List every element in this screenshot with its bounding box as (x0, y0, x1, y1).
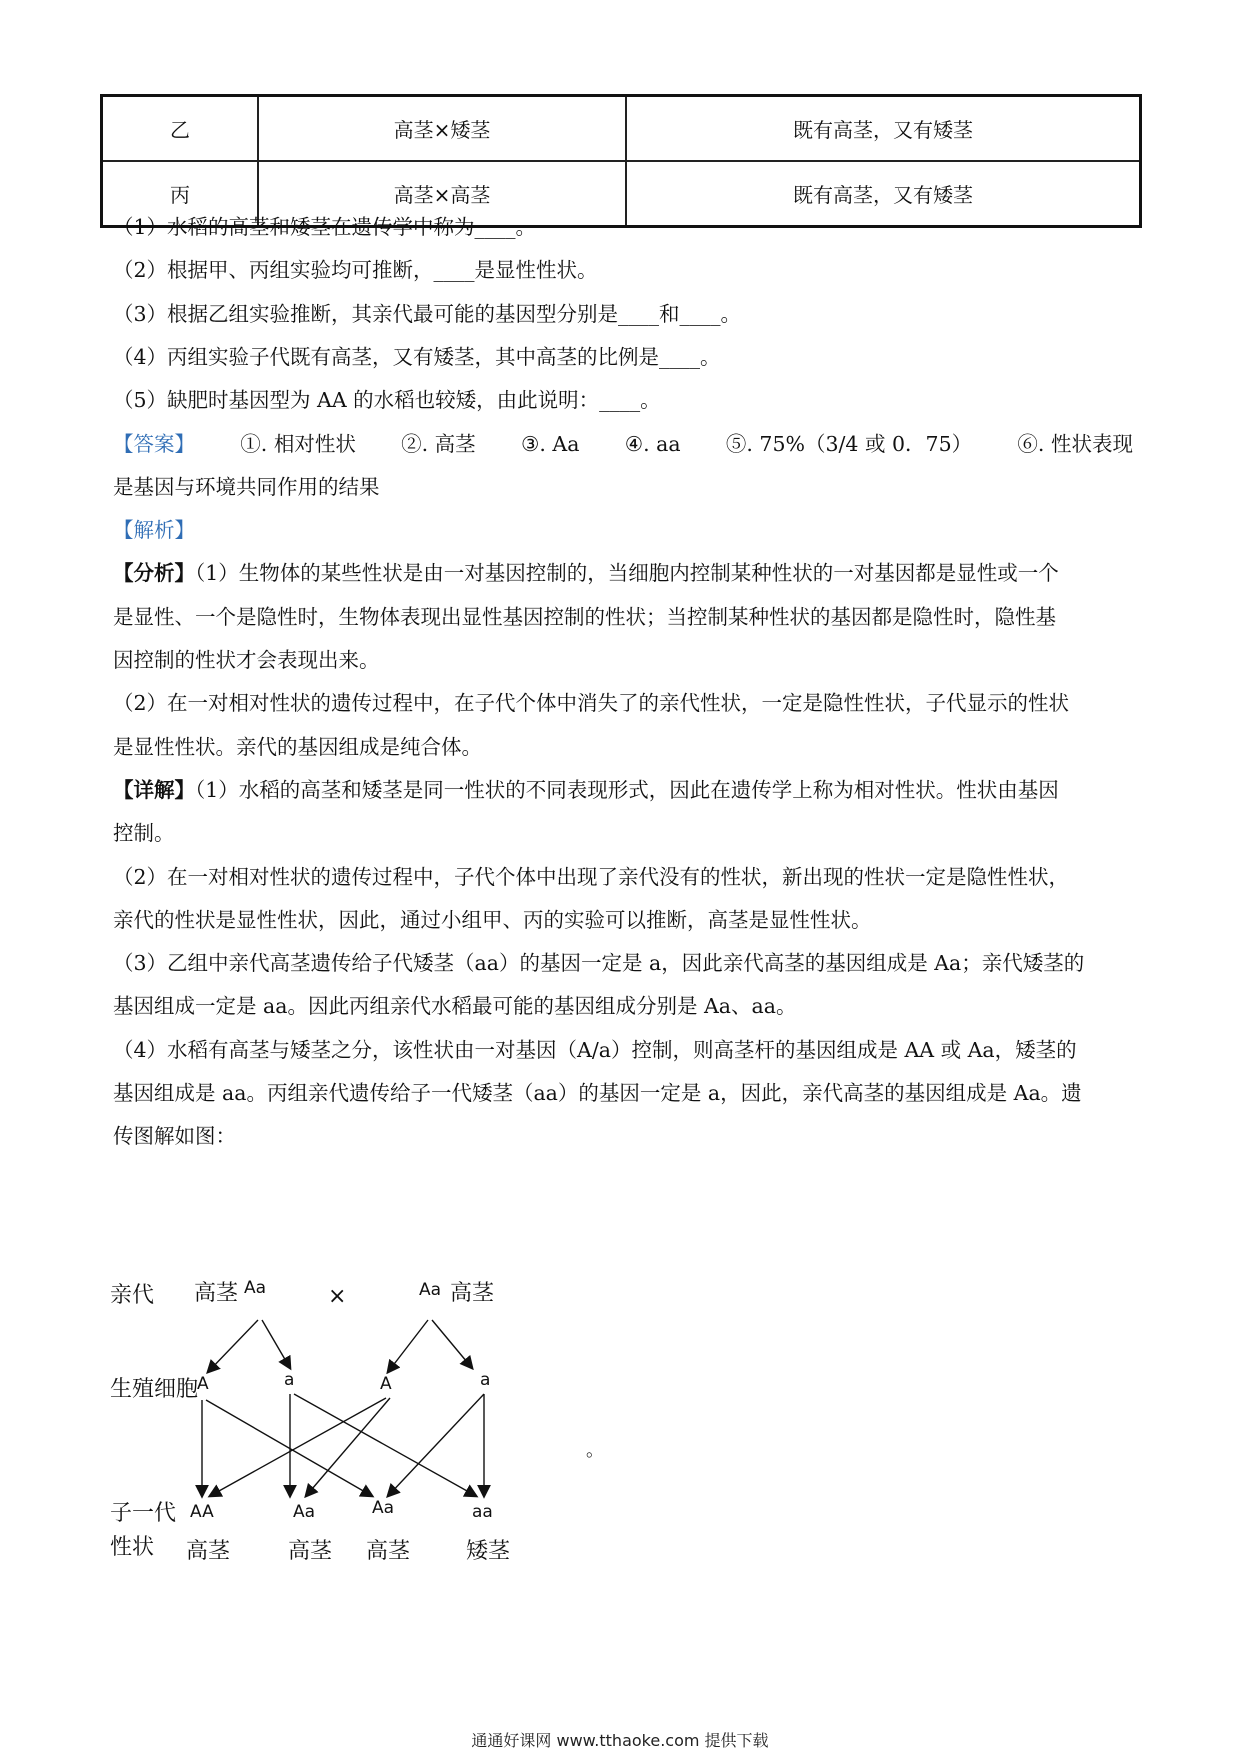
answer-item: ③. Aa (520, 431, 580, 456)
paragraph-line (113, 602, 1133, 632)
inheritance-arrow (306, 1398, 390, 1496)
gamete-4: a (480, 1370, 491, 1390)
paragraph-line (113, 558, 1133, 588)
label-traits: 性状 (110, 1535, 155, 1560)
gamete-1: A (197, 1374, 209, 1394)
paragraph-text: 亲代的性状是显性性状，因此，通过小组甲、丙的实验可以推断，高茎是显性性状。 (113, 907, 872, 932)
analysis-label: 【解析】 (113, 518, 195, 543)
inheritance-arrow (388, 1320, 428, 1372)
parent-right-trait: 高茎 (450, 1281, 495, 1306)
gamete-2: a (284, 1370, 295, 1390)
offspring-trait-4: 矮茎 (466, 1539, 511, 1564)
answer-item: ②. 高茎 (401, 431, 476, 456)
label-gametes: 生殖细胞 (110, 1377, 199, 1402)
paragraph-text: （4）水稻有高茎与矮茎之分，该性状由一对基因（A/a）控制，则高茎杆的基因组成是 AA 或 Aa，矮茎的 (113, 1037, 1077, 1062)
diagram-end-mark: 。 (586, 1440, 604, 1461)
question-line: （1）水稻的高茎和矮茎在遗传学中称为____。 (113, 215, 537, 239)
paragraph-line (113, 991, 1133, 1021)
paragraph-text: （3）乙组中亲代高茎遗传给子代矮茎（aa）的基因一定是 a，因此亲代高茎的基因组成是 Aa；亲代矮茎的 (113, 951, 1085, 976)
inheritance-arrow (262, 1320, 290, 1368)
answer-line (113, 429, 1133, 459)
offspring-trait-2: 高茎 (288, 1539, 333, 1564)
gamete-3: A (380, 1374, 392, 1394)
offspring-genotype-4: aa (472, 1502, 493, 1522)
paragraph-text: 是显性性状。亲代的基因组成是纯合体。 (113, 734, 482, 759)
answer-continuation: 是基因与环境共同作用的结果 (113, 474, 380, 499)
offspring-trait-3: 高茎 (366, 1539, 411, 1564)
answer-item: ⑥. 性状表现 (1017, 431, 1133, 456)
inheritance-diagram (110, 1278, 630, 1590)
question-line: （3）根据乙组实验推断，其亲代最可能的基因型分别是____和____。 (113, 301, 742, 326)
label-parents: 亲代 (110, 1283, 155, 1308)
table-cell-cross: 高茎×高茎 (258, 161, 626, 227)
paragraph-line (113, 732, 1133, 762)
paragraph-line (113, 948, 1133, 978)
inheritance-arrow (388, 1394, 484, 1496)
section-tag: 【分析】 (113, 561, 195, 586)
inheritance-arrow (432, 1320, 472, 1368)
answer-item: ⑤. 75%（3/4 或 0．75） (725, 431, 973, 456)
paragraph-text: 基因组成是 aa。丙组亲代遗传给子一代矮茎（aa）的基因一定是 a，因此，亲代高茎的基因组成是 Aa。遗 (113, 1081, 1082, 1105)
answer-item: ④. aa (624, 431, 681, 456)
answer-item: ①. 相对性状 (240, 431, 356, 456)
cross-symbol: × (328, 1284, 347, 1309)
paragraph-text: 控制。 (113, 821, 175, 846)
paragraph-text: （2）在一对相对性状的遗传过程中，在子代个体中消失了的亲代性状，一定是隐性性状，子代显示的性状 (113, 691, 1070, 716)
table-row (102, 96, 1141, 162)
offspring-trait-1: 高茎 (186, 1539, 231, 1564)
paragraph-text: （1）生物体的某些性状是由一对基因控制的，当细胞内控制某种性状的一对基因都是显性或一个 (195, 561, 1059, 586)
paragraph-line (113, 645, 1133, 675)
offspring-genotype-2: Aa (293, 1502, 316, 1522)
inheritance-arrow (294, 1394, 476, 1496)
paragraph-line (113, 1121, 1133, 1151)
paragraph-line (113, 905, 1133, 935)
paragraph-text: 基因组成一定是 aa。因此丙组亲代水稻最可能的基因组成分别是 Aa、aa。 (113, 994, 797, 1019)
offspring-genotype-1: AA (190, 1502, 214, 1522)
offspring-genotype-3: Aa (372, 1498, 395, 1518)
page-footer: 通通好课网 www.tthaoke.com 提供下载 (471, 1731, 769, 1750)
paragraph-line (113, 862, 1133, 892)
table-cell-group: 丙 (102, 161, 259, 227)
label-f1: 子一代 (110, 1501, 177, 1526)
paragraph-text: 传图解如图： (113, 1124, 236, 1149)
paragraph-text: 是显性、一个是隐性时，生物体表现出显性基因控制的性状；当控制某种性状的基因都是隐性时，隐性基 (113, 604, 1056, 629)
paragraph-line (113, 775, 1133, 805)
table-cell-group: 乙 (102, 96, 259, 162)
paragraph-line (113, 818, 1133, 848)
paragraph-line (113, 1078, 1133, 1108)
table-cell-result: 既有高茎，又有矮茎 (626, 96, 1141, 162)
paragraph-text: （1）水稻的高茎和矮茎是同一性状的不同表现形式，因此在遗传学上称为相对性状。性状由基因 (195, 777, 1059, 802)
parent-right-genotype: Aa (419, 1280, 442, 1300)
parent-left-genotype: Aa (244, 1278, 267, 1298)
results-table (100, 94, 1142, 228)
paragraph-line (113, 688, 1133, 718)
question-line: （5）缺肥时基因型为 AA 的水稻也较矮，由此说明：____。 (113, 388, 661, 413)
paragraph-text: （2）在一对相对性状的遗传过程中，子代个体中出现了亲代没有的性状，新出现的性状一定是隐性性状， (113, 864, 1070, 889)
table-cell-cross: 高茎×矮茎 (258, 96, 626, 162)
table-cell-result: 既有高茎，又有矮茎 (626, 161, 1141, 227)
paragraph-text: 因控制的性状才会表现出来。 (113, 648, 380, 672)
question-line: （4）丙组实验子代既有高茎，又有矮茎，其中高茎的比例是____。 (113, 344, 721, 369)
inheritance-arrow (208, 1320, 258, 1372)
paragraph-line (113, 1035, 1133, 1065)
answer-label: 【答案】 (113, 431, 195, 456)
inheritance-arrow (210, 1398, 386, 1496)
section-tag: 【详解】 (113, 777, 195, 802)
question-line: （2）根据甲、丙组实验均可推断，____是显性性状。 (113, 258, 598, 283)
parent-left-trait: 高茎 (194, 1281, 239, 1306)
